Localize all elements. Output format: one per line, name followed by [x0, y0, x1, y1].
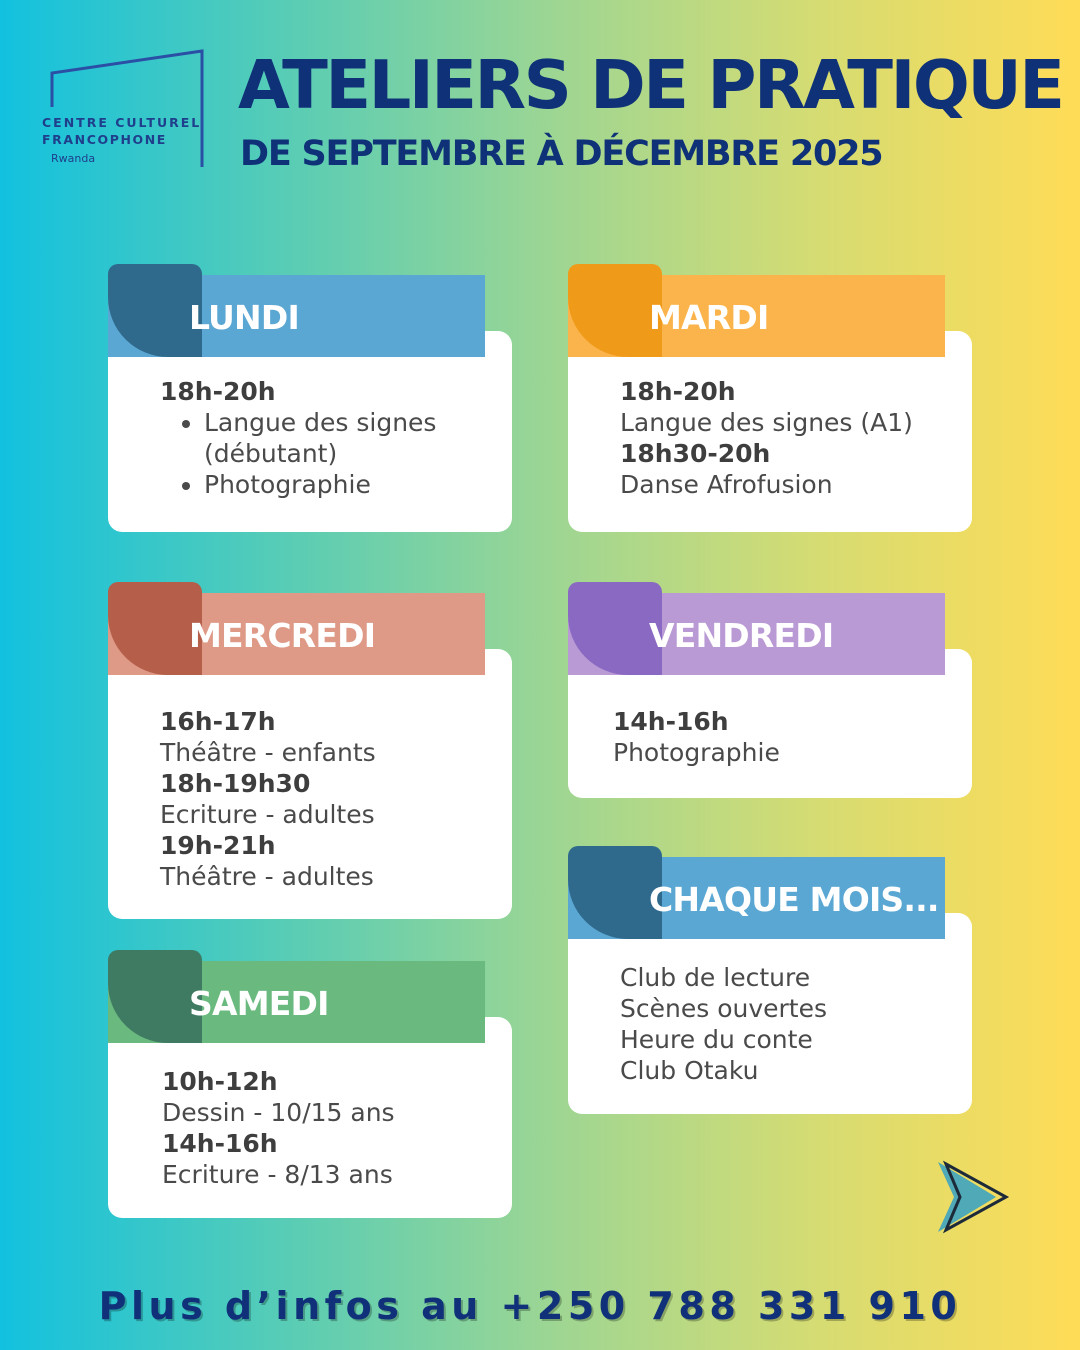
activity: Langue des signes (A1) [620, 408, 913, 437]
day-card-mardi [568, 264, 972, 532]
activity: Ecriture - 8/13 ans [162, 1160, 393, 1189]
day-content-mercredi [160, 706, 490, 892]
page-subtitle: DE SEPTEMBRE À DÉCEMBRE 2025 [240, 134, 883, 174]
time-slot: 14h-16h [162, 1129, 278, 1158]
day-title-samedi: SAMEDI [189, 984, 329, 1023]
activity: Ecriture - adultes [160, 800, 375, 829]
time-slot: 10h-12h [162, 1067, 278, 1096]
activity: Théâtre - enfants [160, 738, 376, 767]
contact-info: Plus d’infos au +250 788 331 910 [98, 1284, 962, 1328]
day-title-mercredi: MERCREDI [189, 616, 376, 655]
time-slot: 18h-19h30 [160, 769, 311, 798]
logo-line-2: FRANCOPHONE [42, 132, 167, 147]
activity: Danse Afrofusion [620, 470, 833, 499]
logo [40, 45, 210, 175]
day-content-mardi [620, 376, 960, 500]
activity: Photographie [613, 738, 780, 767]
card-chaque-mois [568, 846, 972, 1114]
day-content-vendredi [613, 706, 943, 768]
activity: Théâtre - adultes [160, 862, 374, 891]
list-item: • Langue des signes (débutant) [204, 407, 490, 469]
page-title: ATELIERS DE PRATIQUE [238, 46, 1063, 124]
list-item: Heure du conte [620, 1025, 813, 1054]
logo-line-3: Rwanda [51, 152, 96, 165]
next-arrow-icon[interactable] [936, 1160, 1010, 1234]
time-slot: 18h-20h [620, 377, 736, 406]
activity: Dessin - 10/15 ans [162, 1098, 395, 1127]
day-card-vendredi [568, 582, 972, 798]
logo-line-1: CENTRE CULTUREL [42, 115, 202, 130]
time-slot: 18h-20h [160, 377, 276, 406]
list-item: Club Otaku [620, 1056, 759, 1085]
content-chaque-mois [620, 962, 950, 1086]
day-card-samedi [108, 950, 512, 1218]
time-slot: 19h-21h [160, 831, 276, 860]
day-card-mercredi [108, 582, 512, 919]
day-title-vendredi: VENDREDI [649, 616, 834, 655]
list-item: Club de lecture [620, 963, 811, 992]
day-title-mardi: MARDI [649, 298, 769, 337]
activity-list [160, 407, 490, 500]
day-title-lundi: LUNDI [189, 298, 299, 337]
day-card-lundi [108, 264, 512, 532]
time-slot: 18h30-20h [620, 439, 771, 468]
time-slot: 14h-16h [613, 707, 729, 736]
day-content-samedi [162, 1066, 492, 1190]
list-item: • Photographie [204, 469, 490, 500]
time-slot: 16h-17h [160, 707, 276, 736]
day-content-lundi [160, 376, 490, 500]
list-item: Scènes ouvertes [620, 994, 827, 1023]
title-chaque-mois: CHAQUE MOIS... [649, 880, 939, 919]
